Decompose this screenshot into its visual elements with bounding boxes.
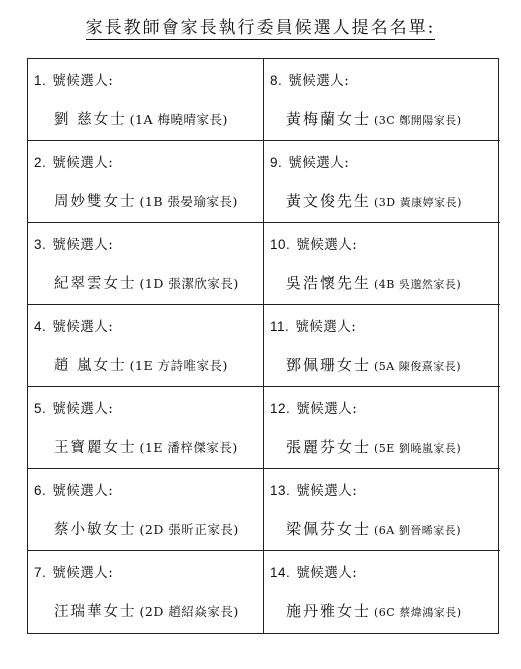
candidate-number: 8. xyxy=(270,73,283,88)
candidate-cell xyxy=(264,141,500,223)
candidate-name-line xyxy=(54,354,228,375)
candidate-table xyxy=(27,58,499,634)
candidate-note: (3C 鄭開陽家長) xyxy=(374,114,462,127)
candidate-number: 4. xyxy=(34,319,47,334)
candidate-cell xyxy=(264,551,500,633)
candidate-number-line xyxy=(34,561,113,581)
candidate-cell xyxy=(28,469,264,551)
candidate-number-line xyxy=(270,561,357,581)
candidate-cell xyxy=(264,223,500,305)
candidate-number: 14. xyxy=(270,565,291,580)
candidate-label: 號候選人: xyxy=(52,73,114,89)
candidate-label: 號候選人: xyxy=(52,565,114,581)
candidate-cell xyxy=(28,305,264,387)
candidate-name: 梁佩芬女士 xyxy=(286,520,372,538)
candidate-number-line xyxy=(270,479,357,499)
candidate-number: 13. xyxy=(270,483,291,498)
candidate-name-line xyxy=(286,272,461,293)
candidate-name: 汪瑞華女士 xyxy=(54,604,137,620)
candidate-name: 鄧佩珊女士 xyxy=(286,356,372,374)
candidate-number-line xyxy=(34,233,113,253)
candidate-note: (6A 劉晉晞家長) xyxy=(374,524,462,537)
candidate-label: 號候選人: xyxy=(296,237,358,253)
candidate-number: 7. xyxy=(34,565,47,580)
candidate-name-line xyxy=(54,436,238,457)
candidate-number-line xyxy=(34,315,113,335)
candidate-label: 號候選人: xyxy=(52,483,114,499)
candidate-note: (5E 劉曉嵐家長) xyxy=(374,442,462,455)
candidate-name: 黃梅蘭女士 xyxy=(286,110,372,128)
candidate-name-line xyxy=(286,190,462,211)
candidate-name-line xyxy=(54,190,238,211)
candidate-label: 號候選人: xyxy=(52,319,114,335)
candidate-label: 號候選人: xyxy=(296,483,358,499)
candidate-cell xyxy=(28,387,264,469)
candidate-number: 12. xyxy=(270,401,291,416)
candidate-number-line xyxy=(270,397,357,417)
candidate-cell xyxy=(28,141,264,223)
candidate-name: 紀翠雲女士 xyxy=(54,276,137,292)
candidate-number: 1. xyxy=(34,73,47,88)
candidate-name-line xyxy=(286,600,462,621)
candidate-label: 號候選人: xyxy=(52,401,114,417)
candidate-label: 號候選人: xyxy=(288,155,350,171)
candidate-number-line xyxy=(270,315,356,335)
candidate-number-line xyxy=(34,397,113,417)
candidate-number-line xyxy=(270,151,349,171)
candidate-cell xyxy=(28,59,264,141)
candidate-number: 3. xyxy=(34,237,47,252)
candidate-number: 5. xyxy=(34,401,47,416)
candidate-number: 10. xyxy=(270,237,291,252)
candidate-cell xyxy=(264,59,500,141)
candidate-note: (1B 張晏瑜家長) xyxy=(139,194,238,209)
candidate-note: (5A 陳俊熹家長) xyxy=(374,360,462,373)
candidate-name: 蔡小敏女士 xyxy=(54,522,137,538)
candidate-name-line xyxy=(286,518,461,539)
candidate-name: 周妙雙女士 xyxy=(54,194,137,210)
candidate-name: 劉 慈女士 xyxy=(54,112,127,128)
candidate-cell xyxy=(264,305,500,387)
candidate-label: 號候選人: xyxy=(52,155,114,171)
candidate-name-line xyxy=(286,354,461,375)
candidate-number: 9. xyxy=(270,155,283,170)
candidate-name: 黃文俊先生 xyxy=(286,192,372,210)
candidate-label: 號候選人: xyxy=(296,401,358,417)
candidate-cell xyxy=(28,551,264,633)
candidate-number-line xyxy=(34,151,113,171)
candidate-number-line xyxy=(34,69,113,89)
candidate-note: (3D 黃康婷家長) xyxy=(374,196,462,209)
candidate-name-line xyxy=(54,600,239,621)
candidate-name-line xyxy=(54,108,228,129)
candidate-name: 吳浩懷先生 xyxy=(286,274,372,292)
candidate-name-line xyxy=(286,436,461,457)
candidate-cell xyxy=(28,223,264,305)
candidate-number: 6. xyxy=(34,483,47,498)
candidate-note: (1A 梅曉晴家長) xyxy=(129,112,228,127)
candidate-note: (1E 方詩唯家長) xyxy=(129,358,228,373)
candidate-number-line xyxy=(270,233,357,253)
candidate-number-line xyxy=(34,479,113,499)
candidate-cell xyxy=(264,469,500,551)
candidate-number-line xyxy=(270,69,349,89)
candidate-name-line xyxy=(54,518,239,539)
candidate-name: 王寶麗女士 xyxy=(54,440,137,456)
candidate-note: (1D 張潔欣家長) xyxy=(139,276,239,291)
page-title xyxy=(0,18,521,40)
candidate-label: 號候選人: xyxy=(288,73,350,89)
candidate-name-line xyxy=(286,108,462,129)
candidate-label: 號候選人: xyxy=(52,237,114,253)
candidate-note: (2D 趙紹焱家長) xyxy=(139,604,239,619)
candidate-name: 張麗芬女士 xyxy=(286,438,372,456)
candidate-note: (2D 張昕正家長) xyxy=(139,522,239,537)
page-title-text: 家長教師會家長執行委員候選人提名名單: xyxy=(85,18,436,38)
candidate-label: 號候選人: xyxy=(295,319,357,335)
candidate-note: (1E 潘梓傑家長) xyxy=(139,440,238,455)
candidate-name: 施丹雅女士 xyxy=(286,602,372,620)
candidate-number: 2. xyxy=(34,155,47,170)
candidate-name: 趙 嵐女士 xyxy=(54,358,127,374)
candidate-note: (6C 蔡煒鴻家長) xyxy=(374,606,462,619)
candidate-label: 號候選人: xyxy=(296,565,358,581)
candidate-number: 11. xyxy=(270,319,290,334)
candidate-name-line xyxy=(54,272,239,293)
candidate-cell xyxy=(264,387,500,469)
candidate-note: (4B 吳邈然家長) xyxy=(374,278,462,291)
